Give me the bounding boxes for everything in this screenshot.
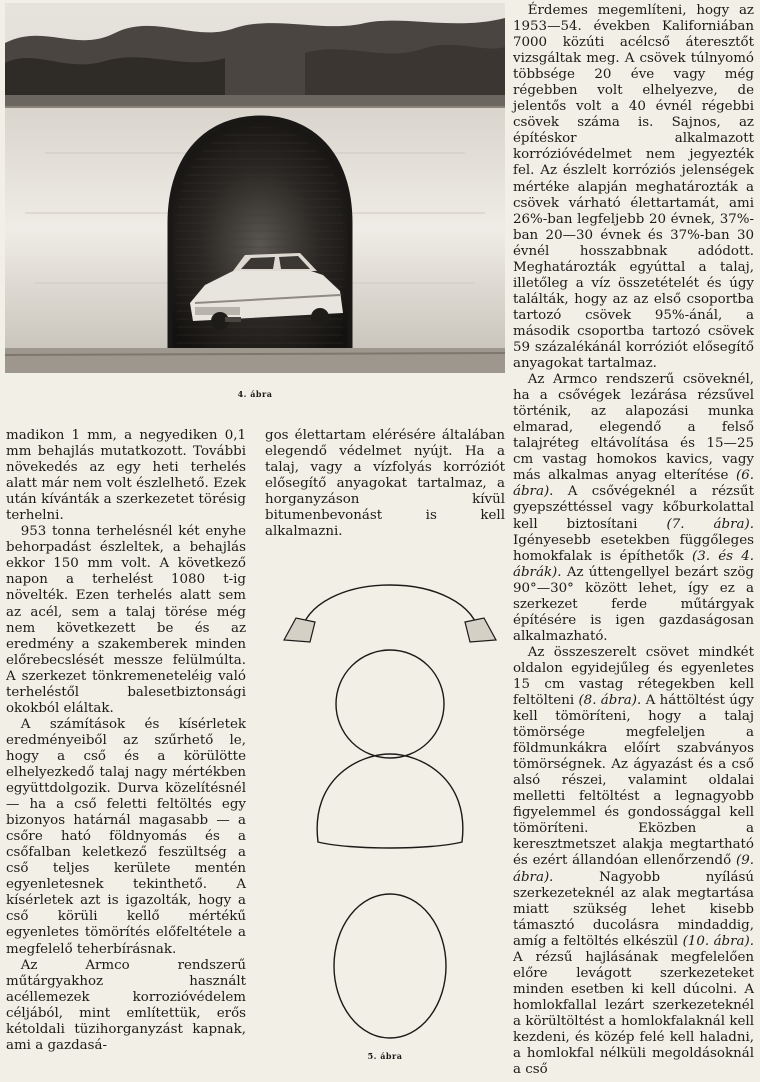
circle-shape xyxy=(336,650,444,758)
figure-4-caption: 4. ábra xyxy=(237,389,273,399)
pipe-arch-shape xyxy=(317,754,463,848)
text: Az úttengellyel bezárt szög 90°—30° között lehet, így ez a szerkezet ferde műtárgyak építésére is igen gazdaságosan alkalmazható. xyxy=(513,564,754,644)
paragraph: madikon 1 mm, a negyediken 0,1 mm behajlás mutatkozott. További növekedés az egy heti terhelés alatt már nem volt észlelhető. Ezek után kívánták a szerkezetet törésig terhelni. xyxy=(6,428,246,524)
figure-reference: (3. és 4. ábrák). xyxy=(513,548,754,580)
paragraph: Érdemes megemlíteni, hogy az 1953—54. években Kaliforniában 7000 közúti acélcső áteresztőt vizsgáltak meg. A csövek túlnyomó többsége 20 éve vagy még régebben volt elhelyezve, de jelentős volt a 40 évnél régebbi csövek száma is. Sajnos, az építéskor alkalmazott korrózióvédelmet nem jegyezték fel. Az észlelt korróziós jelenségek mértéke alapján meghatározták a csövek várható élettartamát, ami 26%-ban legfeljebb 20 évnek, 37%-ban 20—30 évnek és 37%-ban 30 évnél hosszabbnak adódott. Meghatározták egyúttal a talaj, illetőleg a víz összetételét és úgy találták, hogy az az első csoportba tartozó csövek 95%-ánál, a második csoportba tartozó csövek 59 százalékánál korróziót elősegítő anyagokat tartalmaz. xyxy=(513,3,754,372)
cross-section-diagram xyxy=(270,578,510,1044)
middle-column xyxy=(265,428,505,540)
text: A csővégeknél a rézsűt gyepszéttéssel vagy kőburkolattal kell biztosítani xyxy=(513,484,754,532)
text: A háttöltést úgy kell tömöríteni, hogy a talaj tömörsége megfeleljen a földmunkákra előírt szabványos tömörségnek. Az ágyazást és a cső alsó részei, valamint oldalai melletti feltöltést a legnagyobb figyelemmel és gondossággal kell tömöríteni. Eközben a keresztmetszet alakja megtartható és ezért állandóan ellenőrzendő xyxy=(513,693,754,869)
right-column xyxy=(513,3,754,1078)
paragraph xyxy=(513,372,754,645)
text: Nagyobb nyílású szerkezeteknél az alak megtartása miatt szükség lehet kisebb támasztó ducolásra mindaddig, amíg a feltöltés elkészül xyxy=(513,869,754,949)
figure-reference: (9. ábra). xyxy=(513,853,754,885)
paragraph xyxy=(513,645,754,1078)
figure-5-caption: 5. ábra xyxy=(367,1051,403,1061)
figure-reference: (6. ábra). xyxy=(513,468,754,500)
figure-reference: (8. ábra). xyxy=(578,693,642,709)
text: Az összeszerelt csövet mindkét oldalon egyidejűleg és egyenletes 15 cm vastag rétegekben kell feltölteni xyxy=(513,644,754,709)
text: A rézsű hajlásának megfelelően előre levágott szerkezeteket minden esetben ki kell dúcolni. A homlokfallal lezárt szerkezeteknél a körültöltést a homlokfalaknál kell kezdeni, és közép felé kell haladni, a homlokfal nélküli megoldásoknál a cső xyxy=(513,949,754,1078)
text: Az Armco rendszerű csöveknél, ha a csővégek lezárása rézsűvel történik, az alapozási munka elmarad, elegendő a felső talajréteg eltávolítása és 15—25 cm vastag homokos kavics, vagy más alkalmas anyag elterítése xyxy=(513,372,754,484)
ellipse-shape xyxy=(334,894,446,1038)
paragraph: 953 tonna terhelésnél két enyhe behorpadást észleltek, a behajlás ekkor 150 mm volt. A következő napon a terhelést 1080 t-ig növelték. Ezen terhelés alatt sem az acél, sem a talaj törése még nem következett be és az eredmény a szakemberek minden előrebecslését messze felülmúlta. A szerkezet tönkremeneteléig való terheléstől balesetbiztonsági okokból eláltak. xyxy=(6,524,246,716)
paragraph: A számítások és kísérletek eredményeiből az szűrhető le, hogy a cső és a körülötte elhelyezkedő talaj nagy mértékben együttdolgozik. Durva közelítésnél — ha a cső feletti feltöltés egy bizonyos határnál magasabb — a csőre ható földnyomás és a csőfalban keletkező feszültség a cső teljes kerülete mentén egyenletesnek tekinthető. A kísérletek azt is igazolták, hogy a cső körüli kellő mértékű egyenletes tömörítés előfeltétele a megfelelő teherbírásnak. xyxy=(6,716,246,957)
culvert-photo xyxy=(5,3,505,373)
arch-shape xyxy=(284,585,496,642)
left-column xyxy=(6,428,246,1054)
text: Igényesebb esetekben függőleges homokfalak is építhetők xyxy=(513,532,754,564)
figure-reference: (7. ábra). xyxy=(666,516,754,532)
figure-reference: (10. ábra). xyxy=(682,933,754,949)
paragraph: Az Armco rendszerű műtárgyakhoz használt acéllemezek korrozióvédelem céljából, mint említettük, erős kétoldali tüzihorganyzást kapnak, ami a gazdasá- xyxy=(6,957,246,1053)
paragraph: gos élettartam elérésére általában elegendő védelmet nyújt. Ha a talaj, vagy a vízfolyás korróziót elősegítő anyagokat tartalmaz, a horganyzáson kívül bitumenbevonást is kell alkalmazni. xyxy=(265,428,505,540)
